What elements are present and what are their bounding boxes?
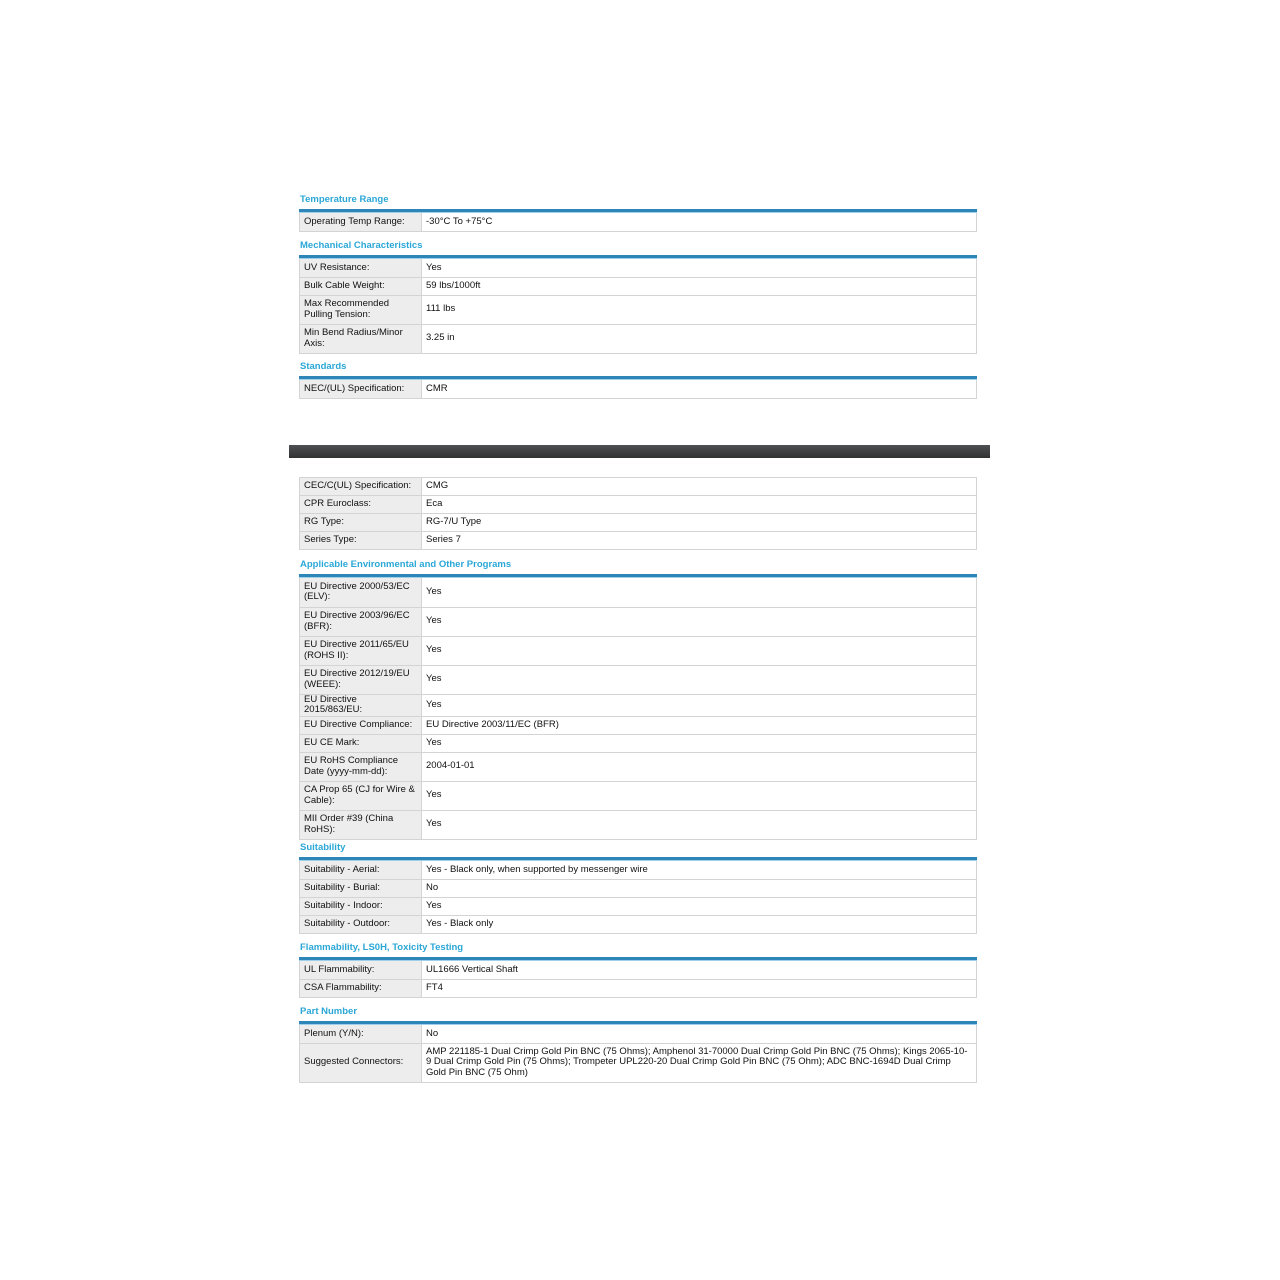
table-row [300, 861, 977, 879]
row-label: MII Order #39 (China RoHS): [300, 810, 422, 839]
table-row [300, 496, 977, 514]
spec-table [299, 1025, 977, 1083]
spec-table [299, 861, 977, 934]
row-value: 2004-01-01 [422, 752, 977, 781]
table-row [300, 694, 977, 716]
section-standards-continued [299, 477, 977, 550]
section-mechanical-characteristics [299, 240, 977, 354]
row-value: Yes [422, 578, 977, 607]
table-row [300, 324, 977, 353]
row-value: No [422, 1025, 977, 1043]
spec-table [299, 380, 977, 399]
row-label: CA Prop 65 (CJ for Wire & Cable): [300, 781, 422, 810]
section-environmental-programs [299, 559, 977, 840]
row-label: UL Flammability: [300, 961, 422, 979]
table-row [300, 665, 977, 694]
row-label: Bulk Cable Weight: [300, 277, 422, 295]
table-row [300, 915, 977, 933]
row-value: RG-7/U Type [422, 514, 977, 532]
section-title: Flammability, LS0H, Toxicity Testing [300, 942, 464, 953]
row-value: UL1666 Vertical Shaft [422, 961, 977, 979]
row-value: -30°C To +75°C [422, 213, 977, 231]
table-row [300, 734, 977, 752]
row-label: UV Resistance: [300, 259, 422, 277]
row-label: EU CE Mark: [300, 734, 422, 752]
row-label: RG Type: [300, 514, 422, 532]
table-row [300, 979, 977, 997]
table-row [300, 752, 977, 781]
section-title: Suitability [300, 842, 346, 853]
row-value: Yes [422, 781, 977, 810]
section-title: Mechanical Characteristics [300, 240, 423, 251]
row-label: Min Bend Radius/Minor Axis: [300, 324, 422, 353]
row-label: Suitability - Burial: [300, 879, 422, 897]
row-value: Yes [422, 810, 977, 839]
row-label: Max Recommended Pulling Tension: [300, 295, 422, 324]
row-value: Yes - Black only, when supported by messenger wire [422, 861, 977, 879]
section-title: Part Number [300, 1006, 358, 1017]
section-standards [299, 361, 977, 399]
row-value: 111 lbs [422, 295, 977, 324]
table-row [300, 532, 977, 550]
row-value: Yes [422, 734, 977, 752]
row-label: Operating Temp Range: [300, 213, 422, 231]
row-value: Yes [422, 665, 977, 694]
row-value: CMG [422, 478, 977, 496]
row-label: CPR Euroclass: [300, 496, 422, 514]
section-temperature-range [299, 194, 977, 232]
row-value: Yes [422, 607, 977, 636]
table-row [300, 810, 977, 839]
table-row [300, 259, 977, 277]
table-row [300, 781, 977, 810]
table-row [300, 716, 977, 734]
table-row [300, 1043, 977, 1082]
row-label: CSA Flammability: [300, 979, 422, 997]
table-row [300, 961, 977, 979]
page-divider-bar [289, 445, 990, 458]
spec-table [299, 259, 977, 354]
table-row [300, 879, 977, 897]
row-label: EU Directive 2003/96/EC (BFR): [300, 607, 422, 636]
row-value: 59 lbs/1000ft [422, 277, 977, 295]
section-part-number [299, 1006, 977, 1083]
spec-table [299, 477, 977, 550]
table-row [300, 897, 977, 915]
section-suitability [299, 842, 977, 934]
table-row [300, 295, 977, 324]
row-value: Yes - Black only [422, 915, 977, 933]
row-value: No [422, 879, 977, 897]
spec-table [299, 213, 977, 232]
table-row [300, 1025, 977, 1043]
spec-table [299, 961, 977, 998]
row-value: Yes [422, 636, 977, 665]
row-value: CMR [422, 380, 977, 398]
row-label: Plenum (Y/N): [300, 1025, 422, 1043]
section-title: Standards [300, 361, 347, 372]
row-value: Yes [422, 897, 977, 915]
row-label: Series Type: [300, 532, 422, 550]
row-value: Yes [422, 694, 977, 716]
row-value: Yes [422, 259, 977, 277]
section-flammability [299, 942, 977, 998]
row-value: Series 7 [422, 532, 977, 550]
row-value: 3.25 in [422, 324, 977, 353]
row-value: Eca [422, 496, 977, 514]
row-label: CEC/C(UL) Specification: [300, 478, 422, 496]
row-label: EU Directive 2015/863/EU: [300, 694, 422, 716]
row-label: Suitability - Indoor: [300, 897, 422, 915]
row-label: EU Directive 2000/53/EC (ELV): [300, 578, 422, 607]
row-label: NEC/(UL) Specification: [300, 380, 422, 398]
table-row [300, 277, 977, 295]
table-row [300, 578, 977, 607]
row-label: EU RoHS Compliance Date (yyyy-mm-dd): [300, 752, 422, 781]
section-title: Temperature Range [300, 194, 389, 205]
row-value: AMP 221185-1 Dual Crimp Gold Pin BNC (75 Ohms); Amphenol 31-70000 Dual Crimp Gold Pin BNC (75 Ohms); Kings 2065-10-9 Dual Crimp Gold Pin (75 Ohms); Trompeter UPL220-20 Dual Crimp Gold Pin BNC (75 Ohm); ADC BNC-1694D Dual Crimp Gold Pin BNC (75 Ohm) [422, 1043, 977, 1082]
section-title: Applicable Environmental and Other Programs [300, 559, 512, 570]
row-label: Suggested Connectors: [300, 1043, 422, 1082]
row-label: EU Directive Compliance: [300, 716, 422, 734]
table-row [300, 213, 977, 231]
spec-table [299, 578, 977, 840]
table-row [300, 478, 977, 496]
row-value: EU Directive 2003/11/EC (BFR) [422, 716, 977, 734]
row-label: EU Directive 2011/65/EU (ROHS II): [300, 636, 422, 665]
row-label: Suitability - Aerial: [300, 861, 422, 879]
row-value: FT4 [422, 979, 977, 997]
table-row [300, 607, 977, 636]
table-row [300, 380, 977, 398]
table-row [300, 514, 977, 532]
table-row [300, 636, 977, 665]
row-label: EU Directive 2012/19/EU (WEEE): [300, 665, 422, 694]
row-label: Suitability - Outdoor: [300, 915, 422, 933]
